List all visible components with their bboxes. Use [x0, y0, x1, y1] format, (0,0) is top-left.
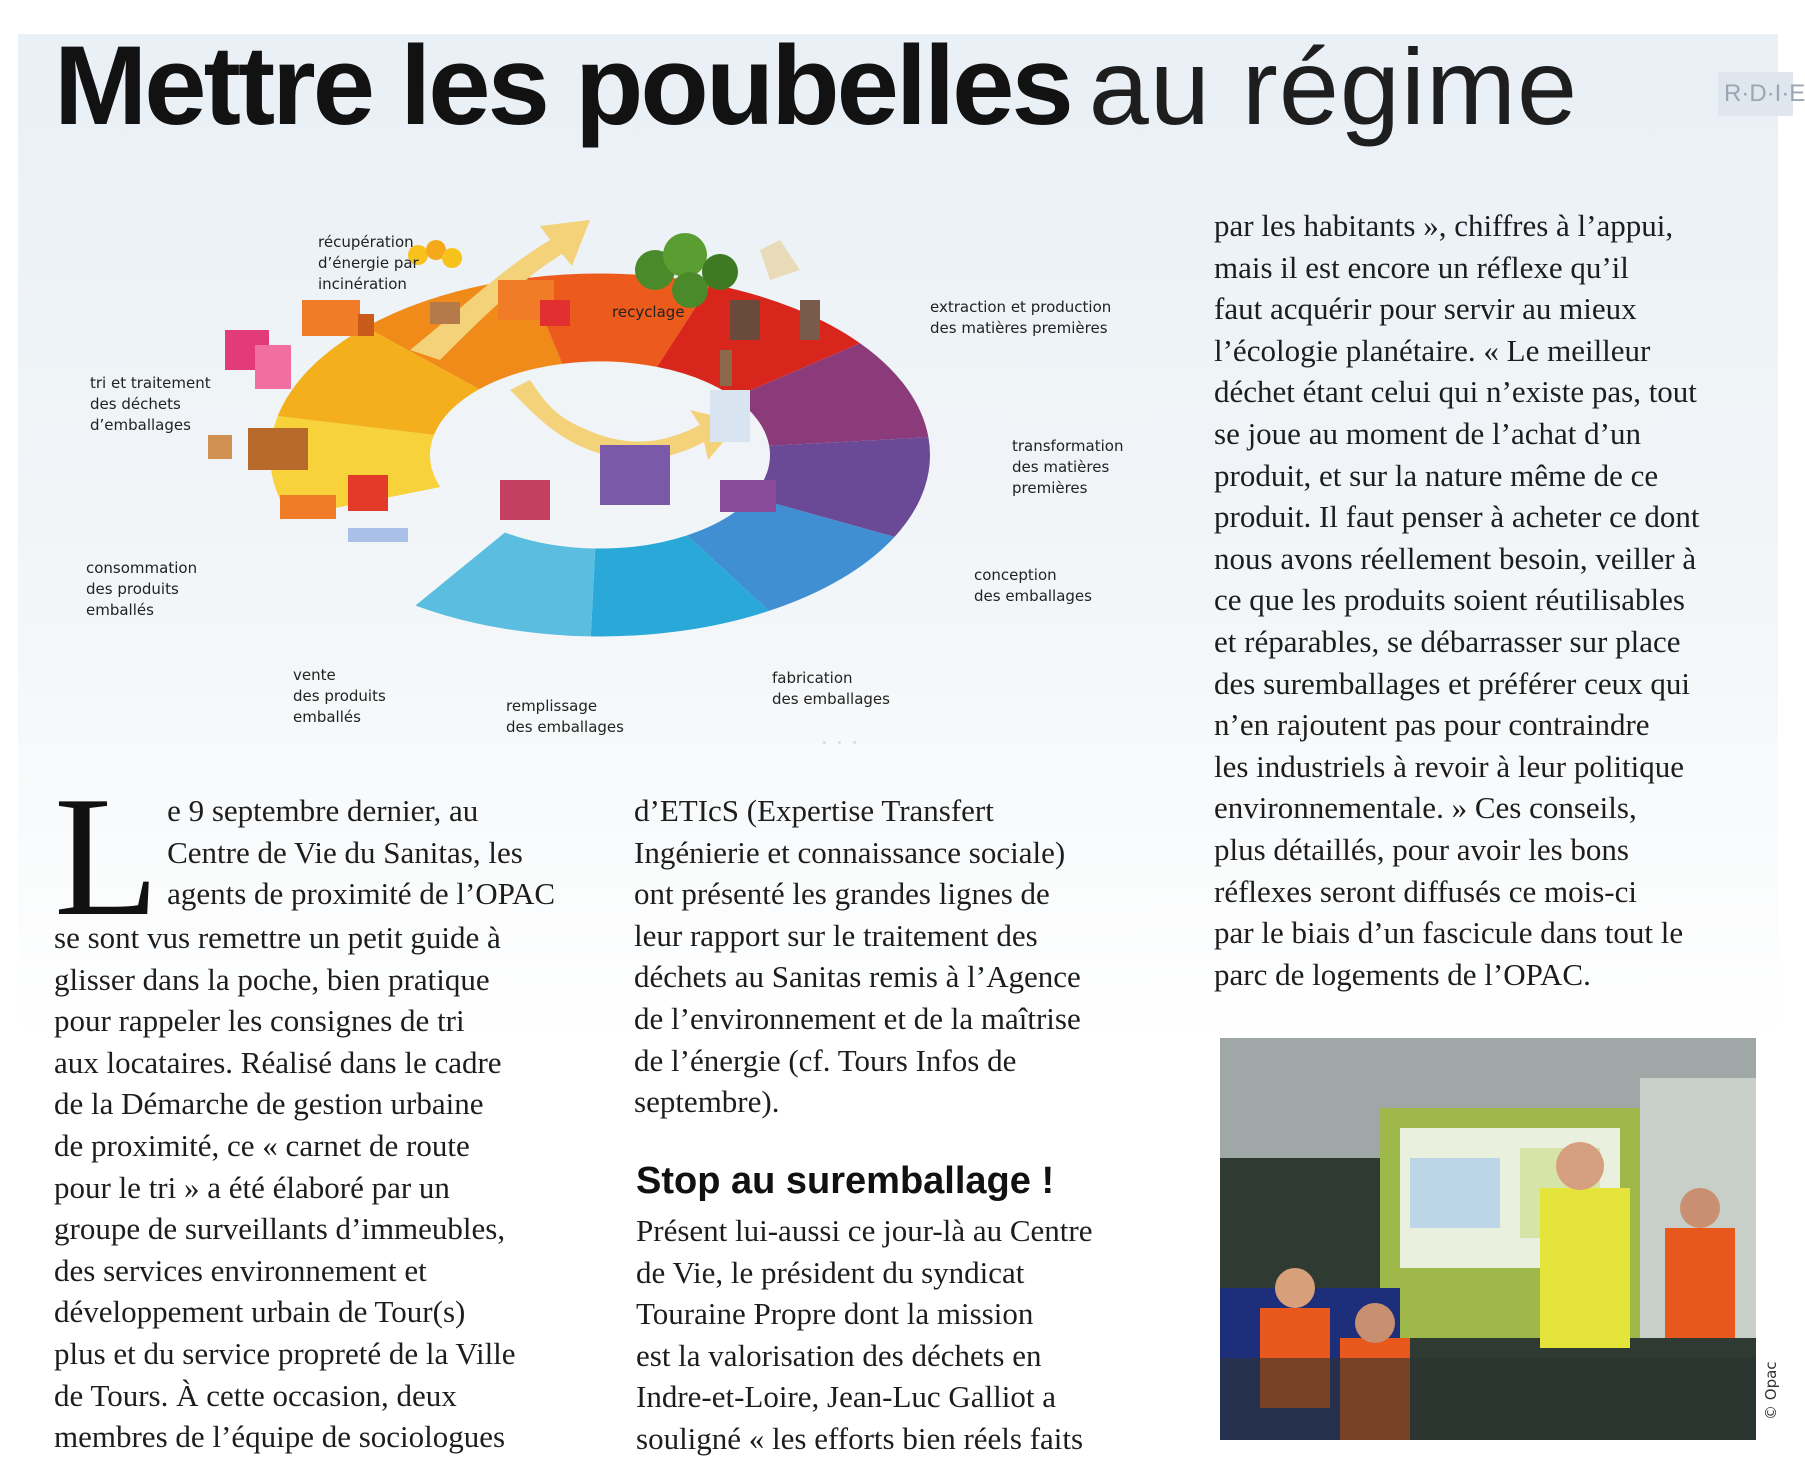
col1-line: membres de l’équipe de sociologues — [54, 1419, 506, 1455]
label-remplissage-2: des emballages — [506, 718, 624, 736]
col2-line: leur rapport sur le traitement des — [634, 917, 1038, 953]
col1-line: se sont vus remettre un petit guide à — [54, 920, 501, 955]
col3-line: plus détaillés, pour avoir les bons — [1214, 831, 1629, 867]
label-transformation-3: premières — [1012, 479, 1088, 497]
title-bold: Mettre les poubelles — [54, 23, 1071, 148]
label-recuperation-3: incinération — [318, 275, 407, 293]
col3-line: se joue au moment de l’achat d’un — [1214, 415, 1641, 451]
label-tri-1: tri et traitement — [90, 374, 211, 392]
col1-line: de Tours. À cette occasion, deux — [54, 1377, 457, 1413]
label-conception — [974, 565, 1092, 607]
col3-line: nous avons réellement besoin, veiller à — [1214, 540, 1697, 576]
column-3 — [1214, 205, 1774, 995]
subheading: Stop au suremballage ! — [636, 1160, 1055, 1202]
label-tri-2: des déchets — [90, 395, 181, 413]
col2-line: de l’environnement et de la maîtrise — [634, 1000, 1081, 1036]
drop-cap: L — [54, 762, 160, 952]
section-tab-text: R·D·I·E — [1724, 80, 1805, 107]
column-2-continued — [636, 1210, 1156, 1460]
label-extraction-2: des matières premières — [930, 319, 1108, 337]
label-remplissage — [506, 696, 624, 738]
col2-line: d’ETIcS (Expertise Transfert — [634, 793, 994, 828]
col3-line: mais il est encore un réflexe qu’il — [1214, 249, 1629, 285]
label-fabrication — [772, 668, 890, 710]
label-vente — [293, 665, 386, 728]
label-fabrication-2: des emballages — [772, 690, 890, 708]
lifecycle-ring-svg — [80, 210, 1160, 770]
label-transformation — [1012, 436, 1123, 499]
label-remplissage-1: remplissage — [506, 697, 598, 715]
col1-line: des services environnement et — [54, 1252, 427, 1288]
label-conception-1: conception — [974, 566, 1057, 584]
label-tri-3: d’emballages — [90, 416, 191, 434]
label-vente-3: emballés — [293, 708, 361, 726]
col3-line: les industriels à revoir à leur politique — [1214, 748, 1685, 784]
col3-line: n’en rajoutent pas pour contraindre — [1214, 707, 1650, 743]
col1-line: groupe de surveillants d’immeubles, — [54, 1211, 506, 1247]
photo-illustration — [1220, 1038, 1756, 1440]
col3-line: ce que les produits soient réutilisables — [1214, 582, 1685, 618]
col1-line: e 9 septembre dernier, au — [167, 793, 479, 828]
col3-line: parc de logements de l’OPAC. — [1214, 956, 1591, 992]
col1-line: plus et du service propreté de la Ville — [54, 1335, 516, 1371]
col1-line: pour rappeler les consignes de tri — [54, 1003, 465, 1039]
col2-line: Ingénierie et connaissance sociale) — [634, 834, 1066, 870]
col3-line: faut acquérir pour servir au mieux — [1214, 291, 1637, 327]
col2-line: déchets au Sanitas remis à l’Agence — [634, 959, 1081, 995]
col2b-line: est la valorisation des déchets en — [636, 1337, 1042, 1373]
label-recuperation-1: récupération — [318, 233, 414, 251]
label-fabrication-1: fabrication — [772, 669, 853, 687]
label-vente-2: des produits — [293, 687, 386, 705]
column-1 — [54, 762, 594, 1458]
label-extraction — [930, 297, 1111, 339]
col2b-line: Indre-et-Loire, Jean-Luc Galliot a — [636, 1379, 1057, 1415]
label-tri — [90, 373, 211, 436]
col1-line: agents de proximité de l’OPAC — [167, 876, 556, 912]
label-recyclage-1: recyclage — [612, 303, 685, 321]
col3-line: l’écologie planétaire. « Le meilleur — [1214, 332, 1651, 368]
col3-line: réflexes seront diffusés ce mois-ci — [1214, 873, 1637, 909]
packaging-lifecycle-diagram — [80, 210, 1160, 770]
bleed-through-text: · · · — [820, 728, 859, 757]
col2b-line: de Vie, le président du syndicat — [636, 1254, 1025, 1290]
col3-line: par les habitants », chiffres à l’appui, — [1214, 208, 1674, 243]
label-recuperation-2: d’énergie par — [318, 254, 419, 272]
label-consommation-2: des produits — [86, 580, 179, 598]
col1-line: développement urbain de Tour(s) — [54, 1294, 466, 1330]
col2-line: ont présenté les grandes lignes de — [634, 876, 1050, 912]
label-consommation-3: emballés — [86, 601, 154, 619]
label-consommation-1: consommation — [86, 559, 198, 577]
photo-credit: © Opac — [1762, 1361, 1780, 1420]
title-light: au régime — [1088, 26, 1579, 147]
col2-line: de l’énergie (cf. Tours Infos de — [634, 1042, 1017, 1078]
col3-line: des suremballages et préférer ceux qui — [1214, 665, 1690, 701]
label-vente-1: vente — [293, 666, 336, 684]
col3-line: produit, et sur la nature même de ce — [1214, 457, 1659, 493]
col3-line: environnementale. » Ces conseils, — [1214, 790, 1637, 826]
col3-line: et réparables, se débarrasser sur place — [1214, 623, 1681, 659]
event-photo — [1220, 1038, 1756, 1440]
col2b-line: Présent lui-aussi ce jour-là au Centre — [636, 1213, 1093, 1248]
col1-line: Centre de Vie du Sanitas, les — [167, 834, 523, 870]
label-transformation-2: des matières — [1012, 458, 1110, 476]
article-title — [54, 23, 1579, 148]
col2b-line: souligné « les efforts bien réels faits — [636, 1420, 1084, 1456]
label-conception-2: des emballages — [974, 587, 1092, 605]
label-extraction-1: extraction et production — [930, 298, 1112, 316]
col1-line: glisser dans la poche, bien pratique — [54, 961, 490, 997]
label-recyclage — [612, 302, 685, 323]
col2b-line: Touraine Propre dont la mission — [636, 1296, 1034, 1332]
label-transformation-1: transformation — [1012, 437, 1124, 455]
col3-line: produit. Il faut penser à acheter ce dont — [1214, 499, 1700, 535]
col3-line: par le biais d’un fascicule dans tout le — [1214, 915, 1684, 951]
col1-line: de proximité, ce « carnet de route — [54, 1127, 470, 1163]
col1-line: de la Démarche de gestion urbaine — [54, 1086, 484, 1122]
column-2 — [634, 790, 1154, 1123]
col1-line: aux locataires. Réalisé dans le cadre — [54, 1044, 502, 1080]
label-consommation — [86, 558, 197, 621]
label-recuperation — [318, 232, 419, 295]
col1-line: pour le tri » a été élaboré par un — [54, 1169, 450, 1205]
section-tab — [1718, 72, 1805, 116]
col3-line: déchet étant celui qui n’existe pas, tout — [1214, 374, 1697, 410]
ring-segment — [415, 533, 595, 637]
col2-line: septembre). — [634, 1084, 780, 1120]
